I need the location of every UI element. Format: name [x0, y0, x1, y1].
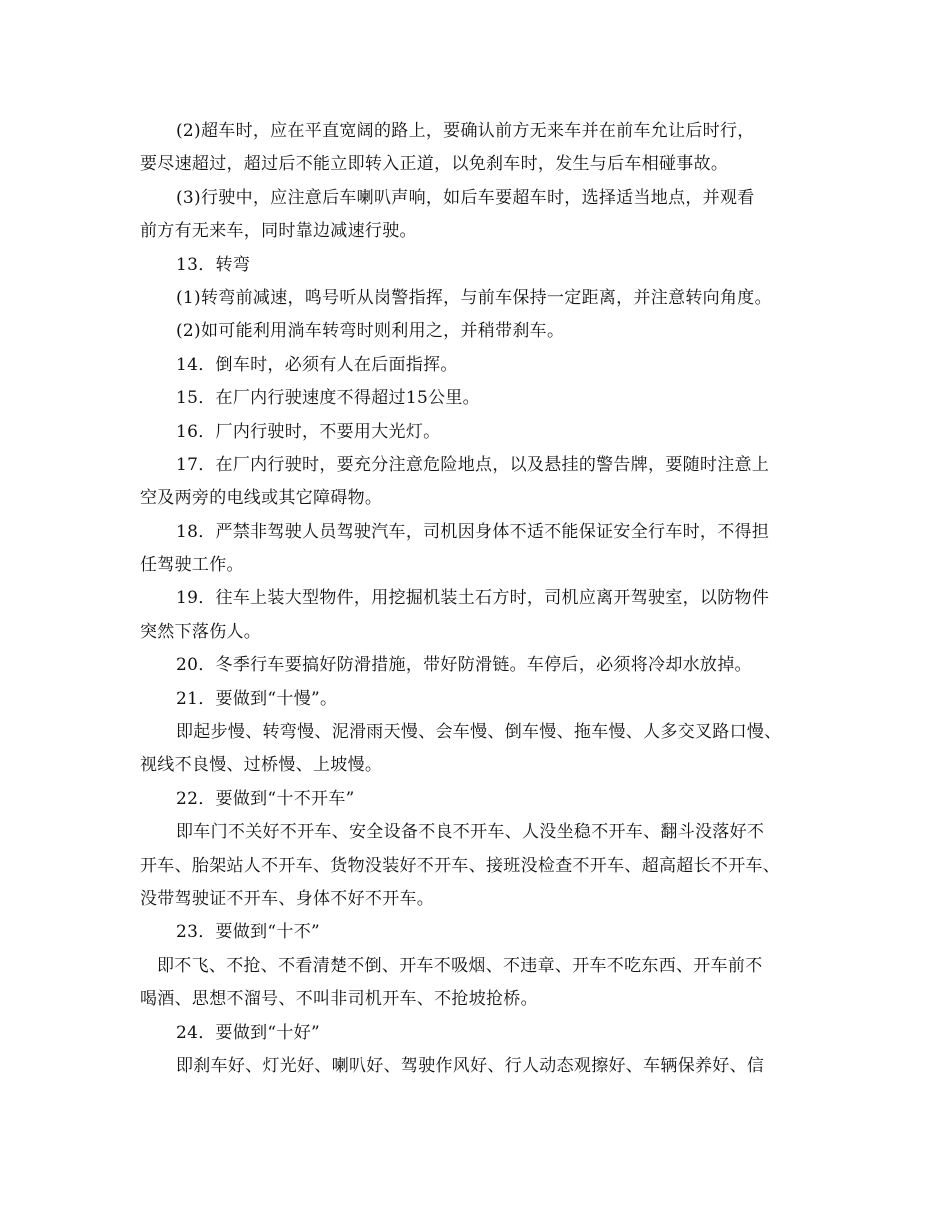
paragraph-line: (2)如可能利用淌车转弯时则利用之，并稍带刹车。: [176, 321, 565, 342]
paragraph-line: 要尽速超过，超过后不能立即转入正道，以免刹车时，发生与后车相碰事故。: [140, 154, 729, 175]
paragraph-line: 18．严禁非驾驶人员驾驶汽车，司机因身体不适不能保证安全行车时，不得担: [176, 521, 770, 542]
paragraph-line: 前方有无来车，同时靠边减速行驶。: [140, 221, 417, 242]
paragraph-line: 空及两旁的电线或其它障碍物。: [140, 488, 383, 509]
paragraph-line: 任驾驶工作。: [140, 555, 244, 576]
paragraph-line: 19．往车上装大型物件，用挖掘机装土石方时，司机应离开驾驶室，以防物件: [176, 588, 770, 609]
paragraph-line: (3)行驶中，应注意后车喇叭声响，如后车要超车时，选择适当地点，并观看: [176, 187, 755, 208]
paragraph-line: (1)转弯前减速，鸣号听从岗警指挥，与前车保持一定距离，并注意转向角度。: [176, 287, 772, 308]
section-heading: 23．要做到“十不”: [176, 922, 321, 943]
paragraph-line: 没带驾驶证不开车、身体不好不开车。: [140, 888, 435, 909]
paragraph-line: 喝酒、思想不溜号、不叫非司机开车、不抢坡抢桥。: [140, 989, 538, 1010]
paragraph-line: 15．在厂内行驶速度不得超过15公里。: [176, 388, 480, 409]
paragraph-line: (2)超车时，应在平直宽阔的路上，要确认前方无来车并在前车允让后时行，: [176, 121, 755, 141]
paragraph-line: 17．在厂内行驶时，要充分注意危险地点，以及悬挂的警告牌，要随时注意上: [176, 454, 770, 475]
section-heading: 22．要做到“十不开车”: [176, 788, 355, 809]
paragraph-line: 即车门不关好不开车、安全设备不良不开车、人没坐稳不开车、翻斗没落好不: [176, 822, 765, 843]
section-heading: 21．要做到“十慢”。: [176, 688, 338, 709]
document-body: [140, 115, 820, 1083]
section-heading: 13．转弯: [176, 254, 251, 275]
paragraph-line: 20．冬季行车要搞好防滑措施，带好防滑链。车停后，必须将冷却水放掉。: [176, 655, 752, 676]
section-heading: 24．要做到“十好”: [176, 1022, 321, 1043]
paragraph-line: 即不飞、不抢、不看清楚不倒、开车不吸烟、不违章、开车不吃东西、开车前不: [157, 955, 763, 976]
paragraph-line: 开车、胎架站人不开车、货物没装好不开车、接班没检查不开车、超高超长不开车、: [140, 855, 781, 876]
paragraph-line: 16．厂内行驶时，不要用大光灯。: [176, 421, 441, 442]
paragraph-line: 14．倒车时，必须有人在后面指挥。: [176, 354, 458, 375]
paragraph-line: 即刹车好、灯光好、喇叭好、驾驶作风好、行人动态观擦好、车辆保养好、信: [176, 1055, 765, 1076]
paragraph-line: 视线不良慢、过桥慢、上坡慢。: [140, 755, 383, 776]
paragraph-line: 即起步慢、转弯慢、泥滑雨天慢、会车慢、倒车慢、拖车慢、人多交叉路口慢、: [176, 722, 782, 743]
paragraph-line: 突然下落伤人。: [140, 621, 262, 642]
